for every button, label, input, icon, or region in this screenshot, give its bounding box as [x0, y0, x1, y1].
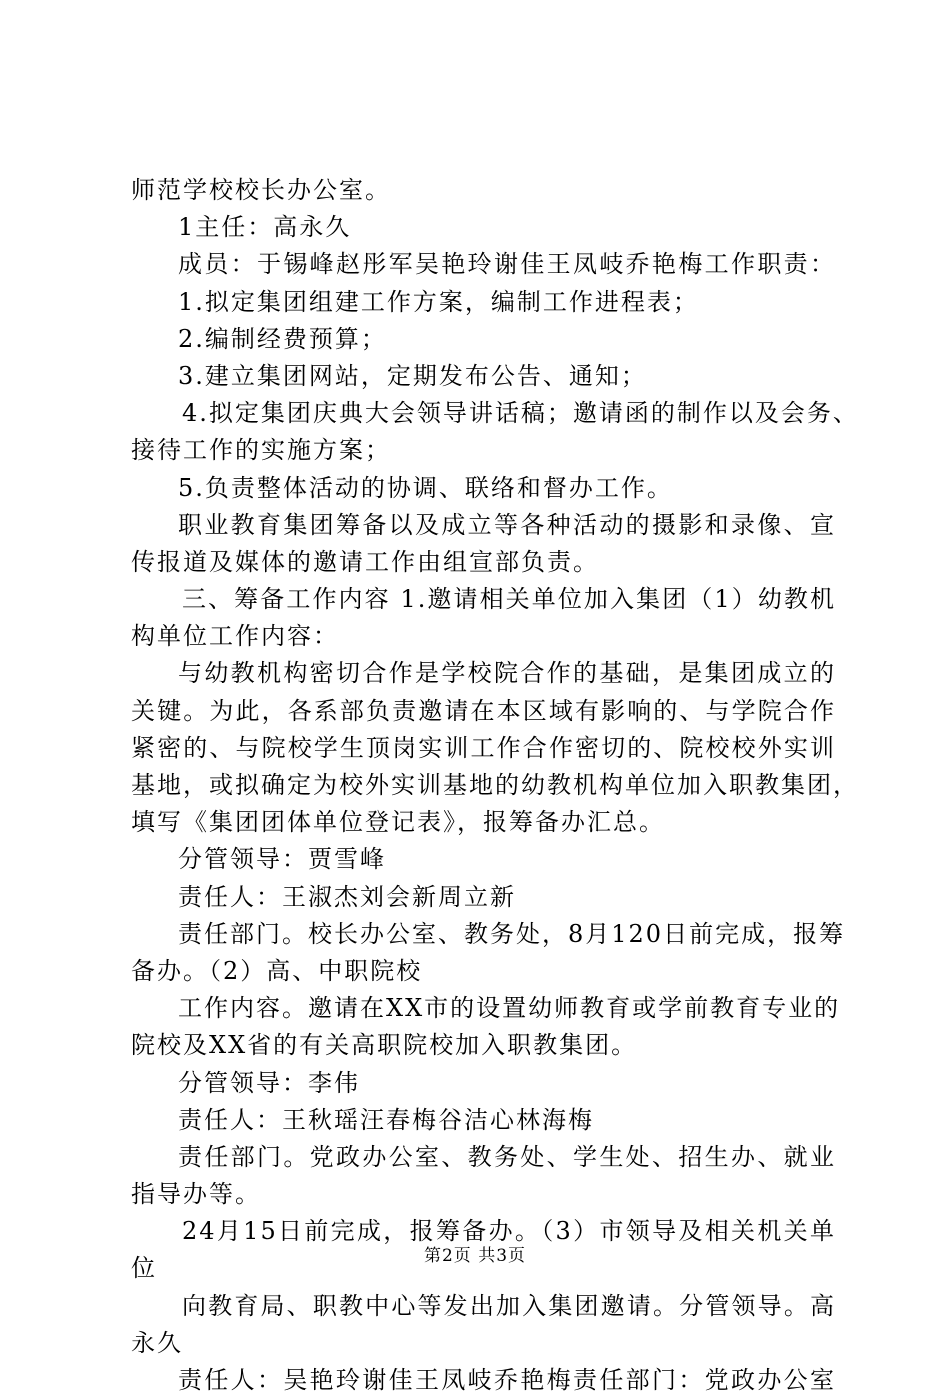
text-line: 永久: [131, 1328, 183, 1357]
text-line: 与幼教机构密切合作是学校院合作的基础，是集团成立的: [178, 659, 836, 688]
text-line: 责任部门。党政办公室、教务处、学生处、招生办、就业: [178, 1142, 836, 1171]
text-line: 基地，或拟确定为校外实训基地的幼教机构单位加入职教集团，: [131, 771, 859, 799]
text-line: 责任部门。校长办公室、教务处，8月120日前完成，报筹: [178, 919, 846, 948]
text-line: 责任人：王秋瑶汪春梅谷洁心林海梅: [178, 1105, 594, 1134]
text-line: 24月15日前完成，报筹备办。（3）市领导及相关机关单: [182, 1217, 836, 1246]
text-line: 职业教育集团筹备以及成立等各种活动的摄影和录像、宣: [178, 510, 836, 539]
text-line: 构单位工作内容：: [131, 622, 339, 651]
text-line: 责任人：吴艳玲谢佳王凤岐乔艳梅责任部门：党政办公室: [178, 1366, 836, 1394]
text-line: 5.负责整体活动的协调、联络和督办工作。: [178, 473, 673, 502]
text-line: 传报道及媒体的邀请工作由组宣部负责。: [131, 547, 599, 576]
text-line: 4.拟定集团庆典大会领导讲话稿；邀请函的制作以及会务、: [182, 399, 859, 428]
text-line: 院校及XX省的有关高职院校加入职教集团。: [131, 1031, 638, 1060]
text-line: 关键。为此，各系部负责邀请在本区域有影响的、与学院合作: [131, 696, 836, 725]
text-line: 师范学校校长办公室。: [131, 176, 391, 204]
text-line: 接待工作的实施方案；: [131, 436, 391, 465]
document-body: [131, 172, 859, 1399]
text-line: 责任人：王淑杰刘会新周立新: [178, 882, 516, 911]
text-line: 3.建立集团网站，定期发布公告、通知；: [178, 361, 647, 390]
text-line: 备办。（2）高、中职院校: [131, 956, 423, 985]
text-line: 三、筹备工作内容 1.邀请相关单位加入集团（1）幼教机: [182, 585, 836, 614]
text-line: 工作内容。邀请在XX市的设置幼师教育或学前教育专业的: [178, 994, 841, 1023]
text-line: 位: [131, 1254, 157, 1283]
text-line: 紧密的、与院校学生顶岗实训工作合作密切的、院校校外实训: [131, 733, 836, 762]
text-line: 分管领导：贾雪峰: [178, 845, 386, 874]
text-line: 2.编制经费预算；: [178, 324, 387, 353]
text-line: 向教育局、职教中心等发出加入集团邀请。分管领导。高: [182, 1291, 836, 1320]
text-line: 分管领导：李伟: [178, 1068, 360, 1097]
text-line: 1主任：高永久: [178, 213, 352, 242]
text-line: 指导办等。: [131, 1180, 261, 1209]
text-line: 1.拟定集团组建工作方案，编制工作进程表；: [178, 287, 699, 316]
page-number-footer: 第2页 共3页: [423, 1246, 527, 1266]
text-line: 成员：于锡峰赵彤军吴艳玲谢佳王凤岐乔艳梅工作职责：: [178, 250, 836, 279]
text-line: 填写《集团团体单位登记表》，报筹备办汇总。: [131, 808, 665, 837]
